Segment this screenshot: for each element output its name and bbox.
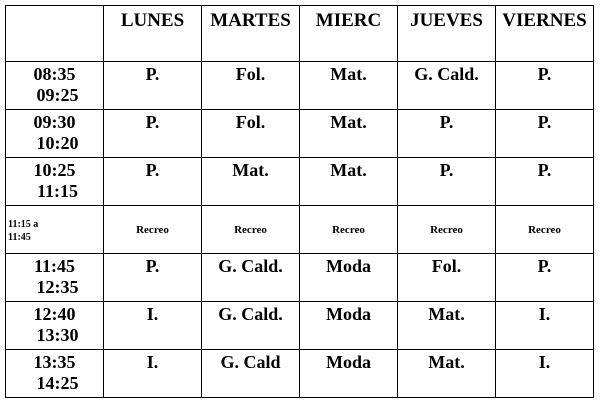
subject-cell: P. (398, 158, 496, 206)
end-time: 11:45 (8, 232, 31, 243)
end-time: 12:35 (36, 277, 79, 297)
end-time: 14:25 (36, 373, 79, 393)
subject-cell: Fol. (202, 110, 300, 158)
subject-cell: P. (496, 62, 594, 110)
time-cell (6, 62, 104, 110)
time-cell (6, 350, 104, 398)
start-time: 12:40 (33, 304, 76, 324)
start-time: 10:25 (33, 160, 76, 180)
start-time: 13:35 (33, 352, 76, 372)
subject-cell: Mat. (300, 110, 398, 158)
schedule-row (6, 350, 594, 398)
day-header-jueves: JUEVES (398, 6, 496, 62)
time-cell (6, 254, 104, 302)
end-time: 10:20 (36, 133, 79, 153)
end-time: 09:25 (36, 85, 79, 105)
end-time: 13:30 (36, 325, 79, 345)
time-cell (6, 206, 104, 254)
subject-cell: G. Cald. (398, 62, 496, 110)
start-time: 08:35 (33, 64, 76, 84)
subject-cell: P. (496, 254, 594, 302)
break-cell: Recreo (398, 206, 496, 254)
subject-cell: P. (104, 158, 202, 206)
subject-cell: Moda (300, 302, 398, 350)
subject-cell: P. (398, 110, 496, 158)
subject-cell: G. Cald (202, 350, 300, 398)
header-row (6, 6, 594, 62)
day-header-lunes: LUNES (104, 6, 202, 62)
subject-cell: G. Cald. (202, 254, 300, 302)
day-header-martes: MARTES (202, 6, 300, 62)
end-time: 11:15 (36, 181, 78, 201)
subject-cell: I. (496, 302, 594, 350)
schedule-row (6, 302, 594, 350)
subject-cell: P. (104, 110, 202, 158)
subject-cell: I. (104, 302, 202, 350)
time-cell (6, 302, 104, 350)
subject-cell: P. (104, 62, 202, 110)
subject-cell: Mat. (398, 302, 496, 350)
time-cell (6, 158, 104, 206)
subject-cell: Fol. (202, 62, 300, 110)
break-row (6, 206, 594, 254)
schedule-row (6, 110, 594, 158)
break-cell: Recreo (300, 206, 398, 254)
break-cell: Recreo (202, 206, 300, 254)
corner-cell (6, 6, 104, 62)
day-header-miercoles: MIERC (300, 6, 398, 62)
subject-cell: Moda (300, 350, 398, 398)
start-time: 09:30 (33, 112, 76, 132)
subject-cell: Mat. (300, 62, 398, 110)
schedule-row (6, 254, 594, 302)
break-cell: Recreo (496, 206, 594, 254)
subject-cell: Mat. (398, 350, 496, 398)
schedule-row (6, 62, 594, 110)
subject-cell: P. (496, 110, 594, 158)
subject-cell: Moda (300, 254, 398, 302)
subject-cell: G. Cald. (202, 302, 300, 350)
subject-cell: I. (496, 350, 594, 398)
subject-cell: I. (104, 350, 202, 398)
time-cell (6, 110, 104, 158)
subject-cell: P. (496, 158, 594, 206)
subject-cell: P. (104, 254, 202, 302)
schedule-row (6, 158, 594, 206)
start-time: 11:45 (33, 256, 75, 276)
subject-cell: Fol. (398, 254, 496, 302)
start-time: 11:15 a (8, 219, 39, 230)
day-header-viernes: VIERNES (496, 6, 594, 62)
subject-cell: Mat. (202, 158, 300, 206)
timetable (5, 5, 594, 398)
subject-cell: Mat. (300, 158, 398, 206)
break-cell: Recreo (104, 206, 202, 254)
